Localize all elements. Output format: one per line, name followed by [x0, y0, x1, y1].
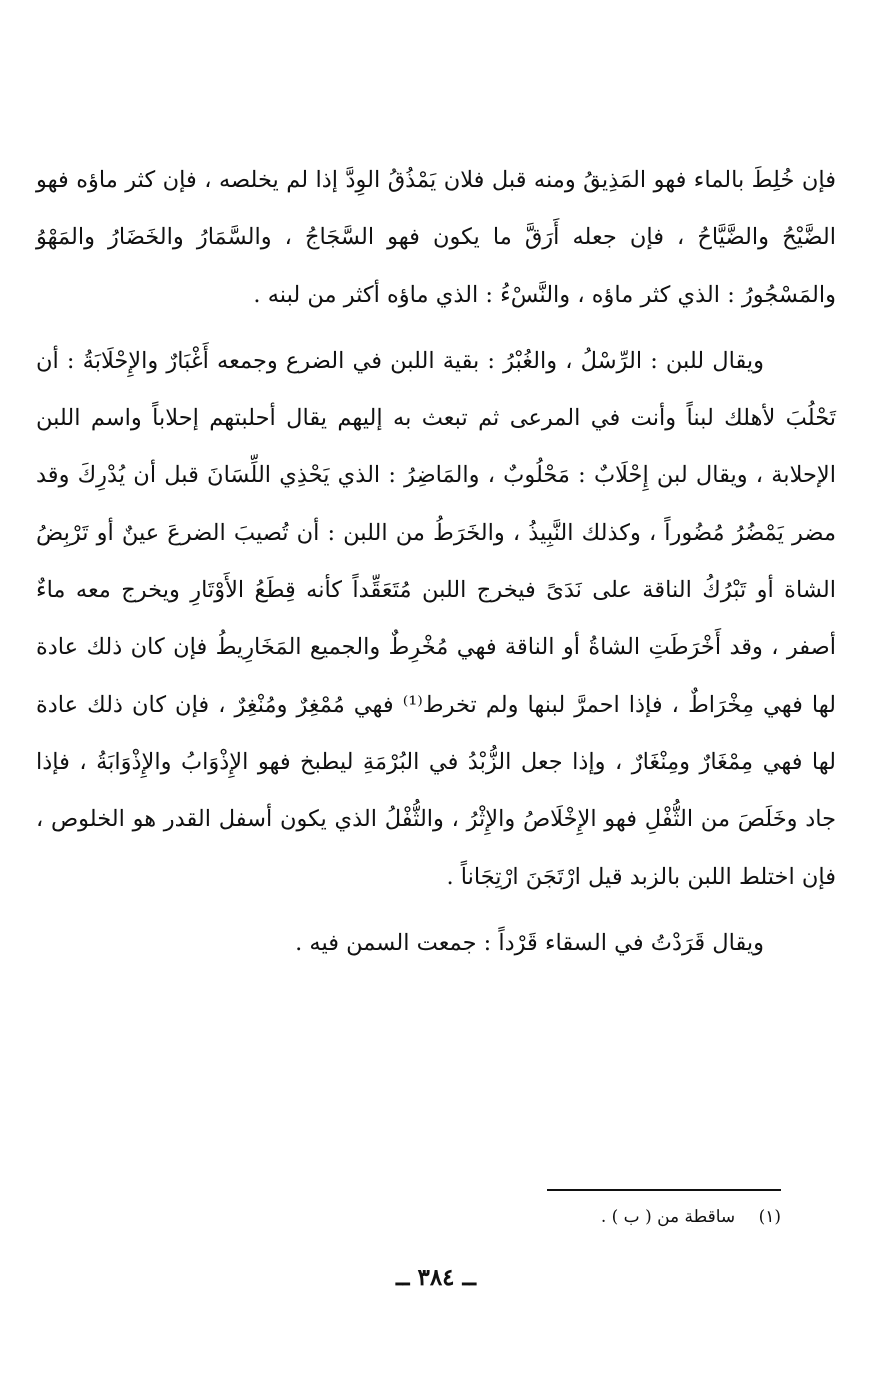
footnote-marker: (١) — [758, 1207, 781, 1227]
main-text — [36, 152, 836, 972]
paragraph-diluted-milk: فإن خُلِطَ بالماء فهو المَذِيقُ ومنه قبل فلان يَمْذُقُ الوِدَّ إذا لم يخلصه ، فإن كثر ماؤه فهو الضَّيْحُ والضَّيَّاحُ ، فإن جعله أَرَقَّ ما يكون فهو السَّجَاجُ ، والسَّمَارُ والخَضَارُ والمَهْوُ والمَسْجُورُ : الذي كثر ماؤه ، والنَّسْءُ : الذي ماؤه أكثر من لبنه . — [36, 167, 836, 308]
footnote-text: ساقطة من ( ب ) . — [600, 1207, 736, 1227]
paragraph-qarad: ويقال قَرَدْتُ في السقاء قَرْداً : جمعت السمن فيه . — [295, 929, 764, 956]
page-number: ــ ٣٨٤ ــ — [395, 1264, 477, 1291]
footnote — [81, 1203, 781, 1231]
paragraph-milk-terms: ويقال للبن : الرِّسْلُ ، والغُبْرُ : بقية اللبن في الضرع وجمعه أَغْبَارٌ والإِحْلَابَةُ : أن تَحْلُبَ لأهلك لبناً وأنت في المرعى ثم تبعث به إليهم يقال أحلبتهم إحلاباً واسم اللبن الإحلابة ، ويقال لبن إِحْلَابٌ : مَحْلُوبٌ ، والمَاضِرُ : الذي يَحْذِي اللِّسَانَ قبل أن يُدْرِكَ وقد مضر يَمْضُرُ مُضُوراً ، وكذلك النَّبِيذُ ، والخَرَطُ من اللبن : أن تُصيبَ الضرعَ عينٌ أو تَرْبِضُ الشاة أو تَبْرُكُ الناقة على نَدَىً فيخرج اللبن مُتَعَقِّداً كأنه قِطَعُ الأَوْتَارِ ويخرج معه ماءٌ أصفر ، وقد أَخْرَطَتِ الشاةُ أو الناقة فهي مُخْرِطٌ والجميع المَخَارِيطُ فإن كان ذلك عادة لها فهي مِخْرَاطٌ ، فإذا احمرَّ لبنها ولم تخرط⁽¹⁾ فهي مُمْغِرٌ ومُنْغِرٌ ، فإن كان ذلك عادة لها فهي مِمْغَارٌ ومِنْغَارٌ ، وإذا جعل الزُّبْدُ في البُرْمَةِ ليطبخ فهو الإِذْوَابُ والإِذْوَابَةُ ، فإذا جاد وخَلَصَ من الثُّفْلِ فهو الإِخْلَاصُ والإِثْرُ ، والثُّفْلُ الذي يكون أسفل القدر هو الخلوص ، فإن اختلط اللبن بالزبد قيل ارْتَجَنَ ارْتِجَاناً . — [36, 347, 836, 890]
footnote-divider — [547, 1189, 781, 1191]
